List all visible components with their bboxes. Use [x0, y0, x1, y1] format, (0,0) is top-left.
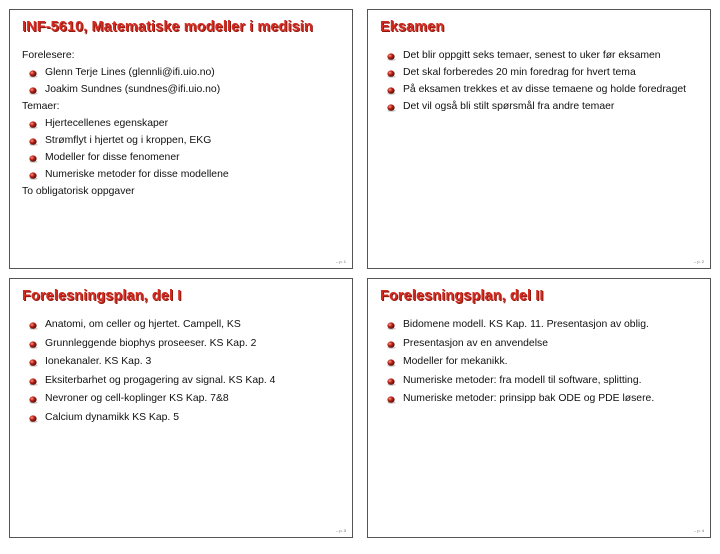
list-item	[22, 83, 344, 96]
slide-4	[367, 278, 711, 538]
list-item	[22, 117, 344, 130]
lecture-plan-list	[22, 318, 344, 424]
slide-content	[22, 318, 344, 430]
exam-list	[380, 49, 702, 113]
slide-title: Forelesningsplan, del I	[22, 288, 182, 304]
list-item-text: Presentasjon av en anvendelse	[403, 337, 548, 349]
list-item-text: Strømflyt i hjertet og i kroppen, EKG	[45, 135, 212, 146]
list-item-text: Glenn Terje Lines (glennli@ifi.uio.no)	[45, 67, 215, 78]
list-item-text: Numeriske metoder for disse modellene	[45, 169, 229, 180]
red-ball-bullet-icon	[386, 358, 397, 366]
red-ball-bullet-icon	[386, 86, 397, 94]
slide-2	[367, 9, 711, 269]
list-item	[22, 411, 344, 424]
list-item	[22, 374, 344, 387]
list-item-text: Joakim Sundnes (sundnes@ifi.uio.no)	[45, 84, 221, 95]
list-item	[22, 151, 344, 164]
list-item-text: Det skal forberedes 20 min foredrag for hvert tema	[403, 67, 636, 78]
list-item	[22, 134, 344, 147]
list-item-text: Calcium dynamikk KS Kap. 5	[45, 411, 179, 423]
list-item-text: Det vil også bli stilt spørsmål fra andre temaer	[403, 101, 615, 112]
list-item	[380, 337, 702, 350]
section-label: Temaer:	[22, 101, 60, 112]
red-ball-bullet-icon	[386, 321, 397, 329]
list-item-text: Modeller for mekanikk.	[403, 356, 508, 368]
lecture-plan-list	[380, 318, 702, 405]
red-ball-bullet-icon	[386, 52, 397, 60]
list-item-text: Bidomene modell. KS Kap. 11. Presentasjon av oblig.	[403, 319, 649, 330]
lecturer-list	[22, 66, 344, 96]
list-item-text: Numeriske metoder: prinsipp bak ODE og PDE løsere.	[403, 393, 655, 405]
red-ball-bullet-icon	[28, 69, 39, 77]
slide-content	[380, 318, 702, 411]
list-item-text: Ionekanaler. KS Kap. 3	[45, 356, 152, 368]
list-item-text: Anatomi, om celler og hjertet. Campell, KS	[45, 319, 241, 330]
red-ball-bullet-icon	[386, 103, 397, 111]
red-ball-bullet-icon	[386, 377, 397, 385]
slide-1	[9, 9, 353, 269]
slide-3	[9, 278, 353, 538]
list-item-text: Modeller for disse fenomener	[45, 152, 180, 163]
list-item-text: På eksamen trekkes et av disse temaene og holde foredraget	[403, 84, 687, 95]
red-ball-bullet-icon	[28, 171, 39, 179]
slide-title: Eksamen	[380, 19, 445, 35]
list-item	[22, 66, 344, 79]
list-item	[22, 168, 344, 181]
red-ball-bullet-icon	[28, 154, 39, 162]
list-item	[380, 392, 702, 405]
page-number: – p. 2	[693, 259, 704, 264]
red-ball-bullet-icon	[28, 86, 39, 94]
list-item-text: Eksiterbarhet og progagering av signal. KS Kap. 4	[45, 374, 276, 386]
list-item	[22, 355, 344, 368]
list-item	[380, 100, 702, 113]
list-item	[380, 318, 702, 331]
page-number: – p. 3	[335, 528, 346, 533]
list-item	[380, 66, 702, 79]
red-ball-bullet-icon	[28, 414, 39, 422]
red-ball-bullet-icon	[386, 340, 397, 348]
red-ball-bullet-icon	[28, 120, 39, 128]
red-ball-bullet-icon	[28, 358, 39, 366]
slide-title: INF-5610, Matematiske modeller i medisin	[22, 19, 313, 35]
section-label: To obligatorisk oppgaver	[22, 186, 135, 197]
red-ball-bullet-icon	[386, 395, 397, 403]
red-ball-bullet-icon	[28, 321, 39, 329]
page-number: – p. 4	[693, 528, 704, 533]
list-item-text: Grunnleggende biophys proseeser. KS Kap. 2	[45, 337, 257, 349]
red-ball-bullet-icon	[28, 395, 39, 403]
slide-title: Forelesningsplan, del II	[380, 288, 544, 304]
list-item	[22, 337, 344, 350]
red-ball-bullet-icon	[28, 340, 39, 348]
list-item	[380, 49, 702, 62]
slide-content	[380, 49, 702, 117]
list-item	[22, 318, 344, 331]
list-item	[380, 374, 702, 387]
list-item	[380, 355, 702, 368]
list-item-text: Hjertecellenes egenskaper	[45, 118, 169, 129]
list-item-text: Numeriske metoder: fra modell til software, splitting.	[403, 374, 642, 386]
list-item-text: Nevroner og cell-koplinger KS Kap. 7&8	[45, 393, 229, 405]
slide-content	[22, 49, 344, 202]
red-ball-bullet-icon	[28, 377, 39, 385]
topic-list	[22, 117, 344, 181]
page-number: – p. 1	[335, 259, 346, 264]
list-item-text: Det blir oppgitt seks temaer, senest to uker før eksamen	[403, 50, 661, 61]
section-label: Forelesere:	[22, 50, 75, 61]
red-ball-bullet-icon	[386, 69, 397, 77]
list-item	[22, 392, 344, 405]
red-ball-bullet-icon	[28, 137, 39, 145]
list-item	[380, 83, 702, 96]
